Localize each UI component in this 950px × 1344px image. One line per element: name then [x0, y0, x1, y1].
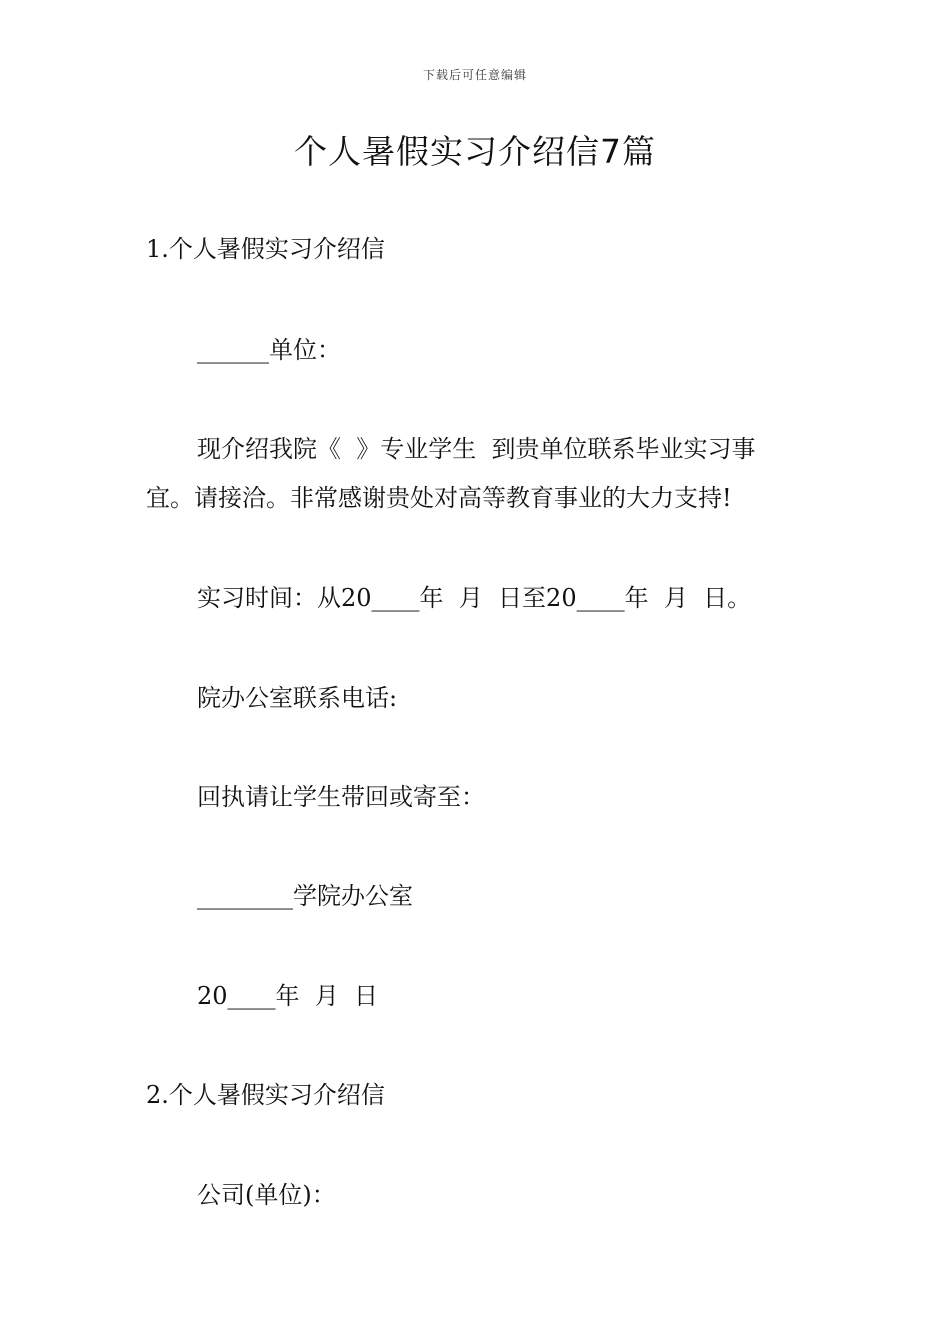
section-1-internship-time: 实习时间：从20____年 月 日至20____年 月 日。	[197, 584, 752, 612]
section-1-heading: 1.个人暑假实习介绍信	[146, 235, 385, 263]
section-1-office-phone: 院办公室联系电话:	[197, 684, 398, 712]
section-2-salutation: 公司(单位)：	[197, 1181, 336, 1209]
section-1-return-note: 回执请让学生带回或寄至：	[197, 783, 485, 811]
section-1-date: 20____年 月 日	[197, 982, 379, 1010]
section-2-heading: 2.个人暑假实习介绍信	[146, 1081, 385, 1109]
header-note: 下载后可任意编辑	[422, 68, 527, 82]
section-1-body-line-1: 现介绍我院《 》专业学生 到贵单位联系毕业实习事	[197, 435, 756, 463]
section-1-salutation: ______单位：	[197, 336, 341, 364]
section-1-office-name: ________学院办公室	[197, 882, 413, 910]
section-1-body-line-2: 宜。请接洽。非常感谢贵处对高等教育事业的大力支持!	[146, 484, 732, 512]
document-title: 个人暑假实习介绍信7篇	[294, 132, 656, 171]
